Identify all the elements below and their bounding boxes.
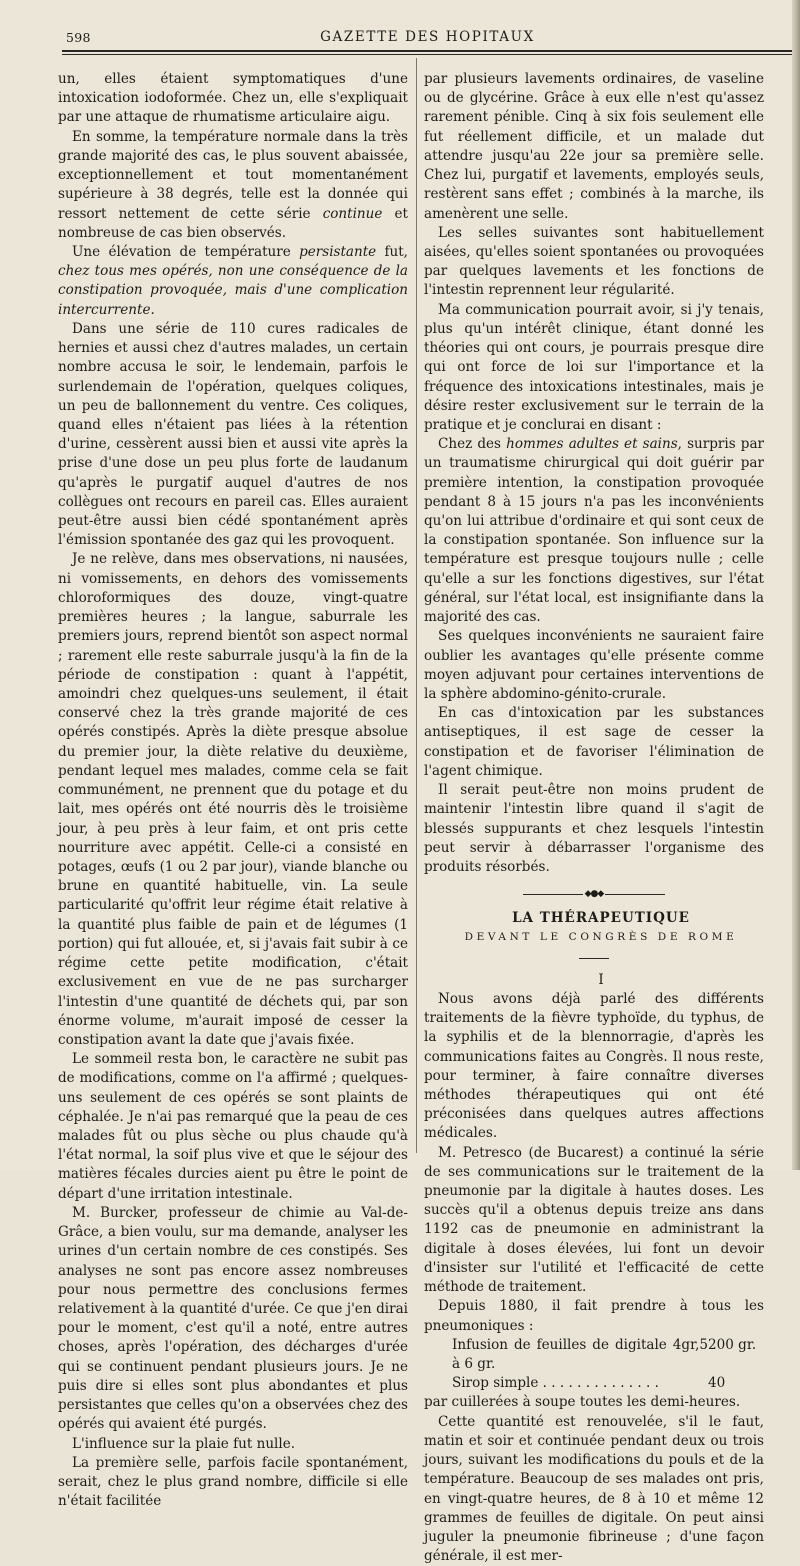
prescription-row [424, 1336, 764, 1374]
text-run: Chez des [438, 436, 507, 453]
prescription [424, 1336, 764, 1394]
paragraph [424, 435, 764, 627]
prescription-qty: 200 gr. [708, 1336, 757, 1353]
text-run: Une élévation de température [72, 243, 300, 260]
paragraph: Dans une série de 110 cures radicales de hernies et aussi chez d'autres malades, un certain nombre accusa le soir, le lendemain, parfois le surlendemain de l'opération, quelques coliques, un peu de ballonnement du ventre. Ces coliques, quand elles n'étaient pas liées à la rétention d'urine, cessèrent aussi bien et aussi vite après la prise d'une dose un peu plus forte de laudanum qu'après le purgatif auquel d'autres de nos collègues ont recours en pareil cas. Elles auraient peut-être aussi bien cédé spontanément après l'émission spontanée des gaz qui les provoquent. [58, 320, 408, 549]
paragraph: par plusieurs lavements ordinaires, de vaseline ou de glycérine. Grâce à eux elle n'est qu'assez rarement pénible. Cinq à six fois seulement elle fut réellement difficile, et un malade dut attendre jusqu'au 22e jour sa première selle. Chez lui, purgatif et lavements, employés seuls, restèrent sans effet ; combinés à la marche, ils amenèrent une selle. [424, 71, 764, 222]
section-subtitle: DEVANT LE CONGRÈS DE ROME [464, 931, 738, 944]
page-edge [792, 0, 800, 1170]
ornament-icon: ◆●◆ [584, 888, 604, 899]
header-rule-thick [62, 50, 795, 52]
italic-text: continue [322, 205, 383, 222]
paragraph: La première selle, parfois facile spontanément, serait, chez le plus grand nombre, difficile si elle n'était facilitée [58, 1454, 408, 1510]
text-run: fut, [376, 243, 408, 260]
paragraph: Ma communication pourrait avoir, si j'y tenais, plus qu'un intérêt clinique, étant donné les théories qui ont cours, je pourrais presque dire qui ont force de loi sur l'importance et la fréquence des intoxications intestinales, mais je désire rester exclusivement sur le terrain de la pratique et je conclurai en disant : [424, 301, 764, 433]
text-run: En somme, la température normale dans la très grande majorité des cas, le plus souvent abaissée, exceptionnellement et tout momentanément supérieure à 38 degrés, telle est la donnée qui ressort nettement de cette série [58, 128, 408, 222]
paragraph: En cas d'intoxication par les substances antiseptiques, il est sage de cesser la constipation et de favoriser l'élimination de l'agent chimique. [424, 705, 764, 779]
paragraph: un, elles étaient symptomatiques d'une intoxication iodoformée. Chez un, elle s'expliquait par une attaque de rhumatisme articulaire aigu. [58, 71, 408, 126]
running-title: GAZETTE DES HOPITAUX [320, 29, 535, 45]
text-run: , surpris par un traumatisme chirurgical qui doit guérir par première intention, la constipation provoquée pendant 8 à 15 jours n'a pas les inconvénients qu'on lui attribue d'ordinaire et qui sont ceux de la constipation spontanée. Son influence sur la température est presque toujours nulle ; celle qu'elle a sur les fonctions digestives, sur l'état général, sur l'état local, est insignifiante dans la majorité des cas. [424, 436, 764, 626]
italic-text: chez tous mes opérés, non une conséquence de la constipation provoquée, mais d'une complication intercurrente. [58, 263, 408, 318]
section-numeral: I [598, 971, 604, 988]
paragraph: Ses quelques inconvénients ne sauraient faire oublier les avantages qu'elle présente comme moyen adjuvant pour certaines interventions de la sphère abdomino-génito-crurale. [424, 628, 764, 702]
paragraph [58, 128, 408, 243]
paragraph: par cuillerées à soupe toutes les demi-heures. [424, 1394, 741, 1411]
paragraph: Les selles suivantes sont habituellement aisées, qu'elles soient spontanées ou provoquées par quelques lavements et les fonctions de l'intestin reprennent leur régularité. [424, 224, 764, 299]
right-column-bottom [424, 990, 764, 1336]
prescription-qty: 40 [708, 1375, 726, 1392]
prescription-item: Sirop simple . . . . . . . . . . . . . . [452, 1375, 659, 1392]
paragraph: Il serait peut-être non moins prudent de maintenir l'intestin libre quand il s'agit de blessés suppurants et chez lesquels l'intestin peut servir à débarrasser l'organisme des produits résorbés. [424, 782, 764, 875]
right-column-top [424, 70, 764, 877]
italic-text: hommes adultes et sains [506, 436, 678, 453]
prescription-row [424, 1374, 764, 1393]
left-column [58, 70, 408, 1511]
paragraph [58, 243, 408, 320]
separator-line-left [523, 894, 583, 895]
prescription-item: Infusion de feuilles de digitale 4gr,5 à 6 gr. [452, 1336, 708, 1372]
section-short-rule [579, 958, 609, 959]
paragraph: Cette quantité est renouvelée, s'il le faut, matin et soir et continuée pendant deux ou trois jours, suivant les modifications du pouls et de la température. Beaucoup de ses malades ont pris, en vingt-quatre heures, de 8 à 10 et même 12 grammes de feuilles de digitale. On peut ainsi juguler la pneumonie fibrineuse ; d'une façon générale, il est mer- [424, 1413, 764, 1565]
paragraph: M. Petresco (de Bucarest) a continué la série de ses communications sur le traitement de la pneumonie par la digitale à hautes doses. Les succès qu'il a obtenus depuis treize ans dans 1192 cas de pneumonie en administrant la digitale à doses élevées, lui font un devoir d'insister sur l'utilité et l'efficacité de cette méthode de traitement. [424, 1144, 764, 1296]
section-title: LA THÉRAPEUTIQUE [512, 910, 690, 927]
right-column [424, 70, 764, 1566]
paragraph: Nous avons déjà parlé des différents traitements de la fièvre typhoïde, du typhus, de la syphilis et de la blennorragie, d'après les communications faites au Congrès. Il nous reste, pour terminer, à faire connaître diverses méthodes thérapeutiques qui ont été préconisées dans quelques autres affections médicales. [424, 990, 764, 1142]
paragraph: M. Burcker, professeur de chimie au Val-de-Grâce, a bien voulu, sur ma demande, analyser les urines d'un certain nombre de ces constipés. Ses analyses ne sont pas encore assez nombreuses pour nous permettre des conclusions fermes relativement à la quantité d'urée. Ce que j'en dirai pour le moment, c'est qu'il a noté, entre autres choses, après l'opération, des décharges d'urée qui se continuent pendant plusieurs jours. Je ne puis dire si elles sont plus abondantes et plus persistantes que celles qu'on a observées chez des opérés qui avaient été purgés. [58, 1204, 408, 1433]
paragraph: L'influence sur la plaie fut nulle. [72, 1435, 296, 1452]
paragraph: Le sommeil resta bon, le caractère ne subit pas de modifications, comme on l'a affirmé ; quelques-uns seulement de ces opérés se sont plaints de céphalée. Je n'ai pas remarqué que la peau de ces malades fût ou plus sèche ou plus chaude qu'à l'état normal, la soif plus vive et que le séjour des matières fécales durcies aient pu être le point de départ d'une irritation intestinale. [58, 1051, 408, 1202]
paragraph: Depuis 1880, il fait prendre à tous les pneumoniques : [424, 1298, 764, 1334]
page-number: 598 [66, 30, 91, 45]
column-divider [416, 58, 417, 1153]
separator-line-right [605, 894, 665, 895]
right-column-end [424, 1393, 764, 1566]
text-run: et nombreuse de cas bien observés. [58, 205, 408, 241]
italic-text: persistante [299, 243, 377, 260]
header-rule-thin [62, 54, 795, 55]
page-header [60, 26, 795, 50]
paragraph: Je ne relève, dans mes observations, ni nausées, ni vomissements, en dehors des vomissements chloroformiques des douze, vingt-quatre premières heures ; la langue, saburrale les premiers jours, reprend bientôt son aspect normal ; rarement elle reste saburrale jusqu'à la fin de la période de constipation : quant à l'appétit, amoindri chez quelques-uns seulement, il était conservé chez la très grande majorité de ces opérés constipés. Après la diète presque absolue du premier jour, la diète relative du deuxième, pendant lequel mes malades, comme cela se fait communément, ne prennent que du potage et du lait, mes opérés ont été nourris dès le troisième jour, à peu près à leur faim, et ont pris cette nourriture avec appétit. Celle-ci a consisté en potages, œufs (1 ou 2 par jour), viande blanche ou brune en quantité habituelle, vin. La seule particularité qu'offrit leur régime était relative à la quantité plus faible de pain et de légumes (1 portion) qui fut allouée, et, si j'avais fait subir à ce régime cette petite modification, c'était exclusivement en vue de ne pas surcharger l'intestin d'une quantité de déchets qui, par son énorme volume, m'aurait imposé de cesser la constipation avant la date que j'avais fixée. [58, 551, 408, 1048]
section-separator [424, 885, 764, 903]
